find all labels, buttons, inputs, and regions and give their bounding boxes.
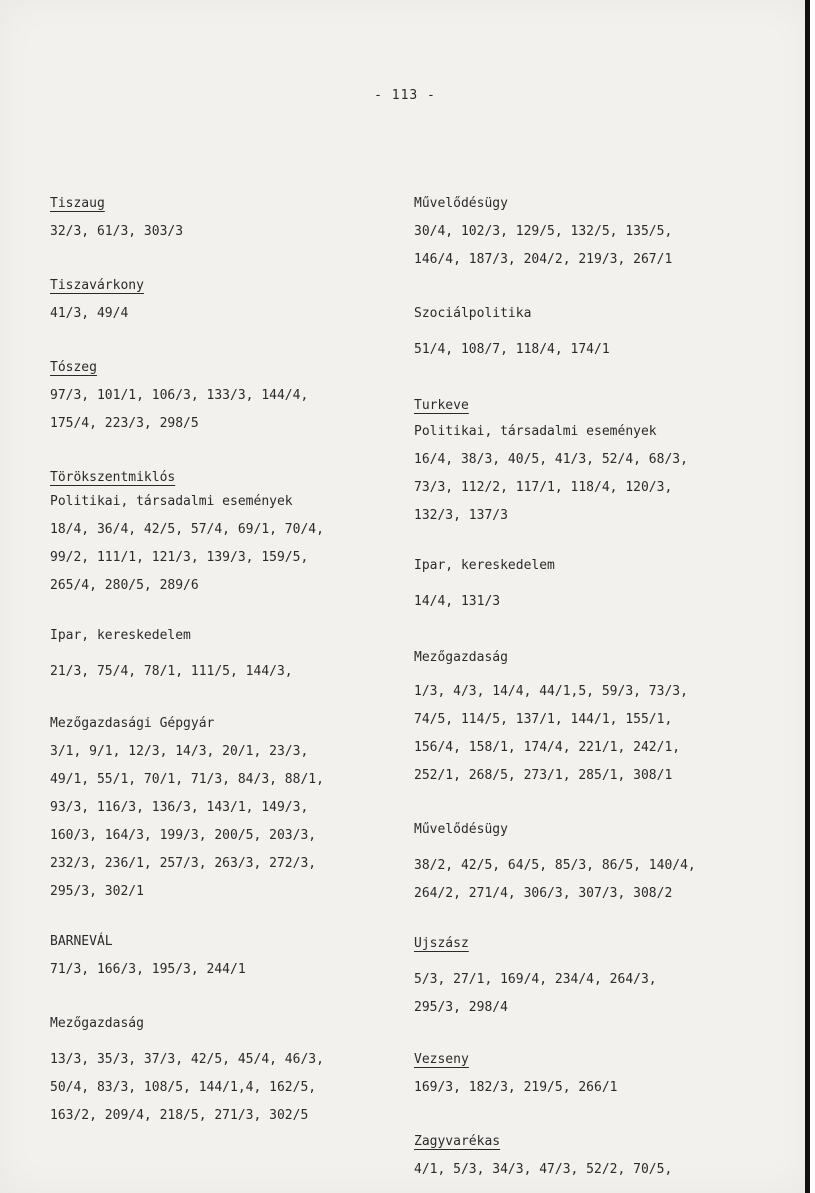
index-entry [50, 710, 324, 906]
entry-line: 232/3, 236/1, 257/3, 263/3, 272/3, [50, 856, 317, 871]
entry-line: 73/3, 112/2, 117/1, 118/4, 120/3, [414, 480, 673, 495]
scan-edge [805, 0, 810, 1193]
entry-heading: Zagyvarékas [414, 1134, 501, 1149]
entry-line: 5/3, 27/1, 169/4, 234/4, 264/3, [414, 972, 657, 987]
entry-line: 156/4, 158/1, 174/4, 221/1, 242/1, [414, 740, 681, 755]
entry-heading: Tiszavárkony [50, 278, 144, 293]
entry-line: 3/1, 9/1, 12/3, 14/3, 20/1, 23/3, [50, 744, 309, 759]
entry-line: 18/4, 36/4, 42/5, 57/4, 69/1, 70/4, [50, 522, 324, 537]
entry-line: 16/4, 38/3, 40/5, 41/3, 52/4, 68/3, [414, 452, 688, 467]
entry-heading: Ujszász [414, 936, 469, 951]
entry-heading: Vezseny [414, 1052, 469, 1067]
entry-heading: BARNEVÁL [50, 934, 113, 949]
index-entry [414, 552, 555, 616]
entry-line: 21/3, 75/4, 78/1, 111/5, 144/3, [50, 664, 293, 679]
index-entry [50, 1010, 324, 1130]
entry-line: 4/1, 5/3, 34/3, 47/3, 52/2, 70/5, [414, 1162, 673, 1177]
index-entry [414, 190, 672, 274]
entry-line: 41/3, 49/4 [50, 306, 129, 321]
index-entry [50, 928, 246, 984]
entry-heading: Mezőgazdasági Gépgyár [50, 716, 215, 731]
entry-heading: Turkeve [414, 398, 469, 413]
index-entry [50, 354, 308, 438]
entry-line: 169/3, 182/3, 219/5, 266/1 [414, 1080, 618, 1095]
entry-line: 32/3, 61/3, 303/3 [50, 224, 184, 239]
entry-line: 163/2, 209/4, 218/5, 271/3, 302/5 [50, 1108, 309, 1123]
entry-heading: Politikai, társadalmi események [50, 494, 293, 509]
index-entry [414, 1128, 672, 1184]
entry-heading: Művelődésügy [414, 822, 508, 837]
entry-line: 1/3, 4/3, 14/4, 44/1,5, 59/3, 73/3, [414, 684, 688, 699]
entry-line: 97/3, 101/1, 106/3, 133/3, 144/4, [50, 388, 309, 403]
entry-line: 132/3, 137/3 [414, 508, 508, 523]
entry-line: 71/3, 166/3, 195/3, 244/1 [50, 962, 246, 977]
index-entry [414, 392, 469, 420]
index-entry [414, 300, 610, 364]
entry-heading: Politikai, társadalmi események [414, 424, 657, 439]
index-entry [414, 418, 688, 530]
entry-line: 265/4, 280/5, 289/6 [50, 578, 199, 593]
index-entry [50, 272, 144, 328]
index-entry [414, 1046, 618, 1102]
index-entry [414, 816, 696, 908]
entry-heading: Ipar, kereskedelem [414, 558, 555, 573]
entry-line: 13/3, 35/3, 37/3, 42/5, 45/4, 46/3, [50, 1052, 324, 1067]
entry-line: 295/3, 298/4 [414, 1000, 508, 1015]
index-entry [414, 644, 688, 790]
index-entry [414, 930, 657, 1022]
entry-line: 146/4, 187/3, 204/2, 219/3, 267/1 [414, 252, 673, 267]
entry-line: 252/1, 268/5, 273/1, 285/1, 308/1 [414, 768, 673, 783]
entry-heading: Mezőgazdaság [414, 650, 508, 665]
entry-line: 30/4, 102/3, 129/5, 132/5, 135/5, [414, 224, 673, 239]
entry-heading: Tószeg [50, 360, 97, 375]
entry-line: 74/5, 114/5, 137/1, 144/1, 155/1, [414, 712, 673, 727]
entry-heading: Törökszentmiklós [50, 470, 176, 485]
index-entry [50, 622, 293, 686]
entry-heading: Mezőgazdaság [50, 1016, 144, 1031]
index-entry [50, 488, 324, 600]
entry-line: 49/1, 55/1, 70/1, 71/3, 84/3, 88/1, [50, 772, 324, 787]
entry-line: 99/2, 111/1, 121/3, 139/3, 159/5, [50, 550, 309, 565]
entry-line: 51/4, 108/7, 118/4, 174/1 [414, 342, 610, 357]
entry-heading: Ipar, kereskedelem [50, 628, 191, 643]
index-entry [50, 190, 183, 246]
entry-line: 50/4, 83/3, 108/5, 144/1,4, 162/5, [50, 1080, 317, 1095]
entry-line: 264/2, 271/4, 306/3, 307/3, 308/2 [414, 886, 673, 901]
entry-line: 93/3, 116/3, 136/3, 143/1, 149/3, [50, 800, 309, 815]
page-number: - 113 - [374, 88, 436, 103]
entry-line: 175/4, 223/3, 298/5 [50, 416, 199, 431]
entry-heading: Szociálpolitika [414, 306, 532, 321]
entry-line: 14/4, 131/3 [414, 594, 501, 609]
entry-line: 295/3, 302/1 [50, 884, 144, 899]
entry-line: 160/3, 164/3, 199/3, 200/5, 203/3, [50, 828, 317, 843]
entry-line: 38/2, 42/5, 64/5, 85/3, 86/5, 140/4, [414, 858, 696, 873]
entry-heading: Tiszaug [50, 196, 105, 211]
entry-heading: Művelődésügy [414, 196, 508, 211]
